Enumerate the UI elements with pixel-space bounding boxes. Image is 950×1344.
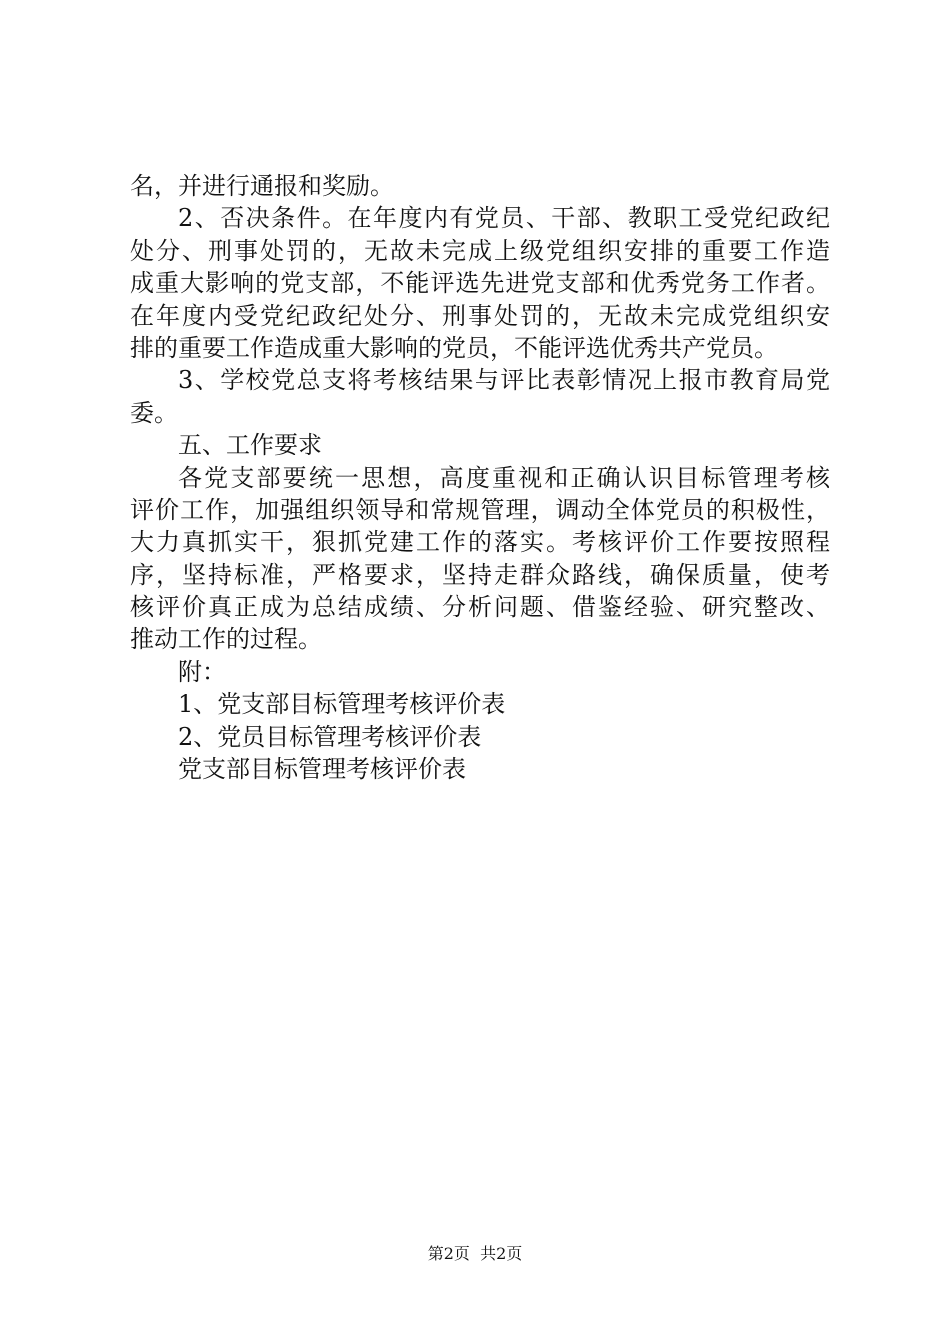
paragraph-line: 处分、刑事处罚的，无故未完成上级党组织安排的重要工作造 <box>130 236 830 265</box>
paragraph-line: 成重大影响的党支部，不能评选先进党支部和优秀党务工作者。 <box>130 269 830 298</box>
page-footer <box>0 1243 950 1265</box>
paragraph-line: 核评价真正成为总结成绩、分析问题、借鉴经验、研究整改、 <box>130 593 830 622</box>
page-number-indicator: 第2页 共2页 <box>427 1244 523 1263</box>
paragraph-line: 2、否决条件。在年度内有党员、干部、教职工受党纪政纪 <box>178 204 830 233</box>
paragraph-line: 评价工作，加强组织领导和常规管理，调动全体党员的积极性， <box>130 495 830 524</box>
paragraph-line: 各党支部要统一思想，高度重视和正确认识目标管理考核 <box>178 463 830 492</box>
attachment-item: 2、党员目标管理考核评价表 <box>178 722 482 751</box>
paragraph-line: 序，坚持标准，严格要求，坚持走群众路线，确保质量，使考 <box>130 560 830 589</box>
paragraph-line: 大力真抓实干，狠抓党建工作的落实。考核评价工作要按照程 <box>130 528 830 557</box>
paragraph-line: 排的重要工作造成重大影响的党员，不能评选优秀共产党员。 <box>130 333 778 362</box>
document-body <box>130 170 830 785</box>
attachment-item: 1、党支部目标管理考核评价表 <box>178 690 506 719</box>
section-heading: 五、工作要求 <box>178 431 322 460</box>
paragraph-line: 委。 <box>130 398 178 427</box>
paragraph-line: 推动工作的过程。 <box>130 625 322 654</box>
table-title: 党支部目标管理考核评价表 <box>178 755 466 784</box>
attachment-label: 附： <box>178 657 226 686</box>
paragraph-line: 名，并进行通报和奖励。 <box>130 172 394 200</box>
paragraph-line: 3、学校党总支将考核结果与评比表彰情况上报市教育局党 <box>178 366 830 395</box>
paragraph-line: 在年度内受党纪政纪处分、刑事处罚的，无故未完成党组织安 <box>130 301 830 330</box>
